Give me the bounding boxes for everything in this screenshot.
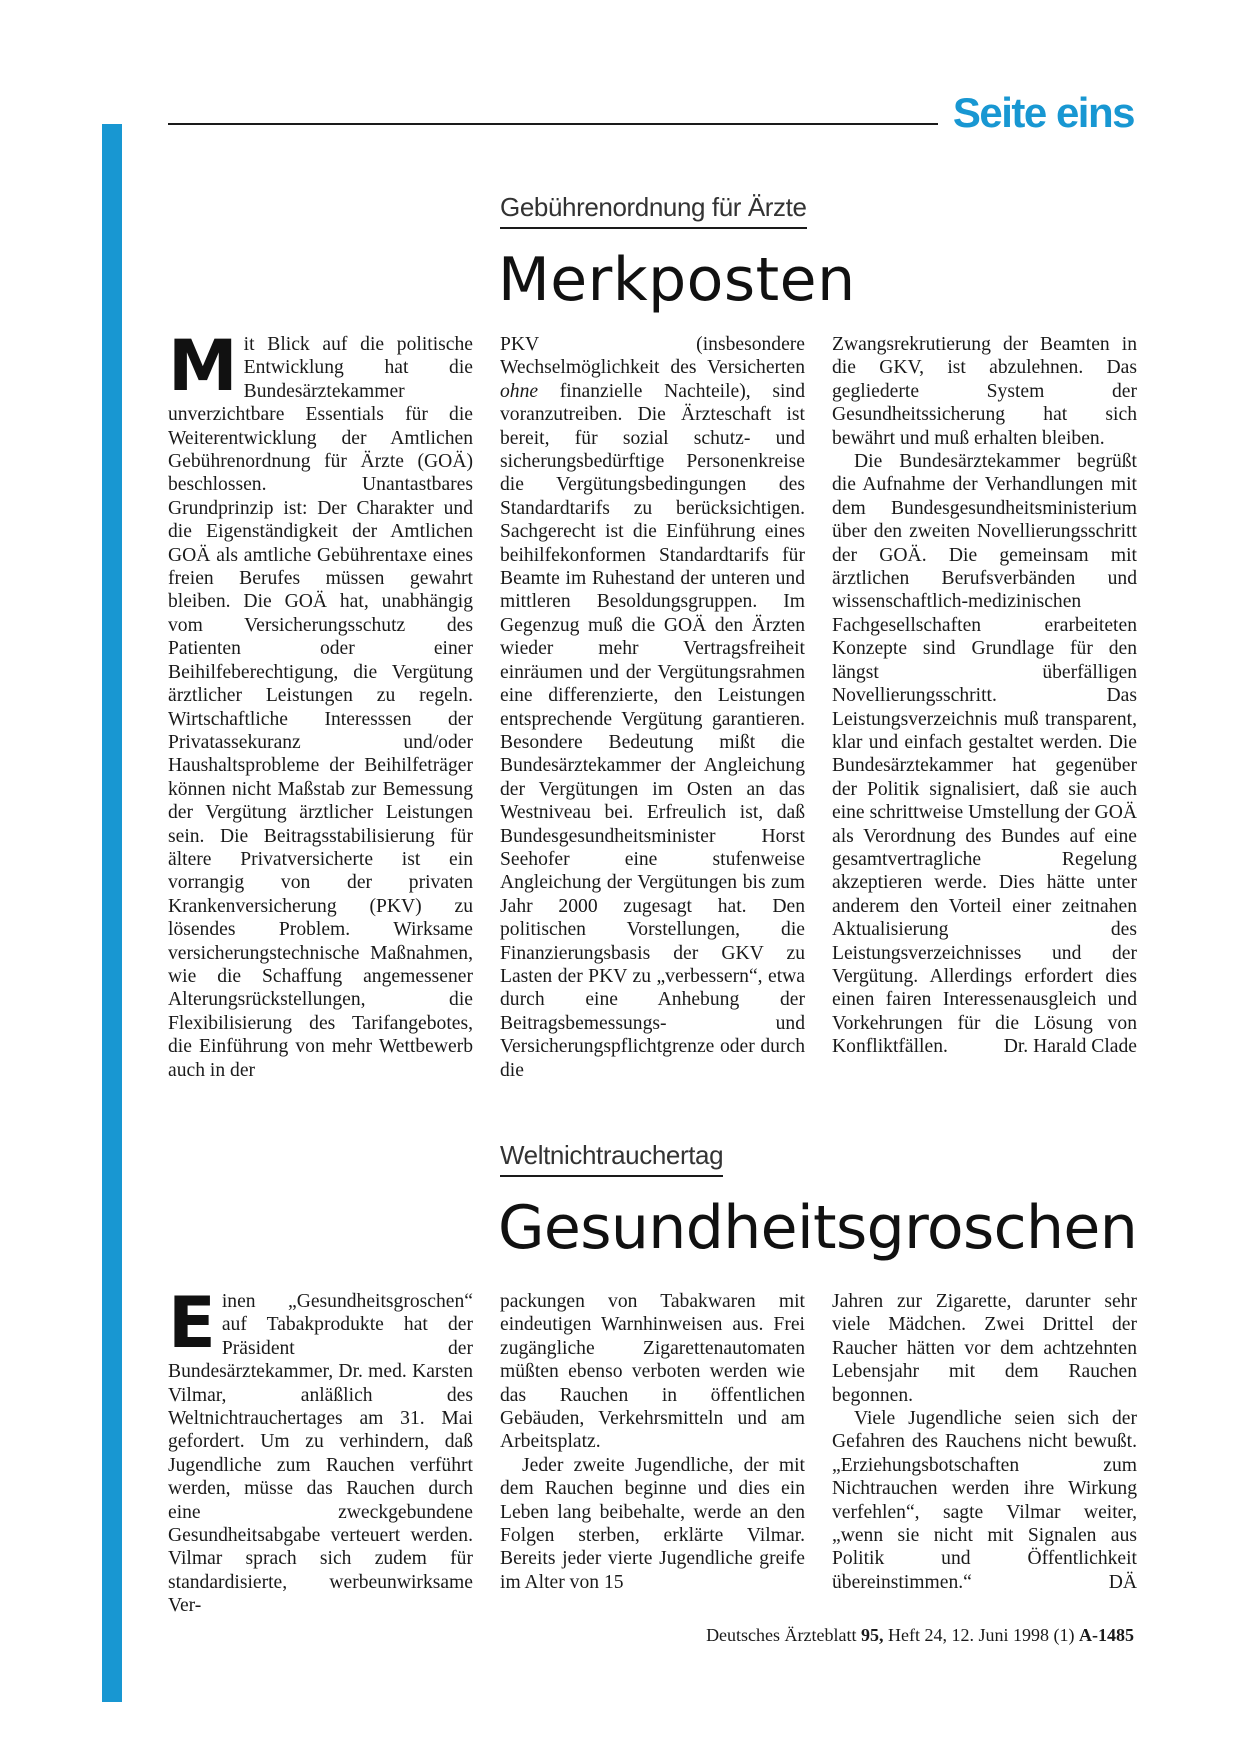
- article2-col2-paragraph-2: Jeder zweite Jugendliche, der mit dem Rauchen beginne und dies ein Leben lang beibehalte, werde an den Folgen sterben, erklärte Vilmar. Bereits jeder vierte Jugendliche greife im Alter von 15: [500, 1454, 805, 1593]
- article2-col2-paragraph-1: packungen von Tabakwaren mit eindeutigen Warnhinweisen aus. Frei zugängliche Zigarettenautomaten müßten ebenso verboten werden wie das Rauchen in öffentlichen Gebäuden, Verkehrsmitteln und am Arbeitsplatz.: [500, 1291, 805, 1453]
- article1-col2-emphasis: ohne: [500, 380, 539, 402]
- article1-signature: Dr. Harald Clade: [1003, 1036, 1137, 1058]
- article2-kicker: Weltnichtrauchertag: [500, 1140, 723, 1177]
- footer-volume: 95,: [861, 1625, 884, 1645]
- section-title: Seite eins: [952, 89, 1134, 136]
- accent-bar: [102, 124, 122, 1702]
- article2-col1-text: inen „Gesundheitsgroschen“ auf Tabakprodukte hat der Präsident der Bundesärztekammer, Dr. med. Karsten Vilmar, anläßlich des Weltnichtrauchertages am 31. Mai gefordert. Um zu verhindern, daß Jugendliche zum Rauchen verführt werden, müsse das Rauchen durch eine zweckgebundene Gesundheitsabgabe verteuert werden. Vilmar sprach sich zudem für standardisierte, werbeunwirksame Ver-: [168, 1291, 473, 1617]
- article1-dropcap: M: [168, 325, 238, 407]
- article2-col3-paragraph-2: Viele Jugendliche seien sich der Gefahren des Rauchens nicht bewußt. „Erziehungsbotschaften zum Nichtrauchen werden ihre Wirkung verfehlen“, sagte Vilmar weiter, „wenn sie nicht mit Signalen aus Politik und Öffentlichkeit übereinstimmen.“: [832, 1408, 1137, 1593]
- footer-page-number: A-1485: [1079, 1625, 1134, 1645]
- article1-col2-text-b: finanzielle Nachteile), sind voranzutreiben. Die Ärzteschaft ist bereit, für sozial schutz- und sicherungsbedürftige Personenkreise die Vergütungsbedingungen des Standardtarifs zu berücksichtigen. Sachgerecht ist die Einführung eines beihilfekonformen Standardtarifs für Beamte im Ruhestand der unteren und mittleren Besoldungsgruppen. Im Gegenzug muß die GOÄ den Ärzten wieder mehr Vertragsfreiheit einräumen und der Vergütungsrahmen eine differenzierte, den Leistungen entsprechende Vergütung garantieren. Besondere Bedeutung mißt die Bundesärztekammer der Angleichung der Vergütungen im Osten an das Westniveau bei. Erfreulich ist, daß Bundesgesundheitsminister Horst Seehofer eine stufenweise Angleichung der Vergütungen bis zum Jahr 2000 zugesagt hat. Den politischen Vorstellungen, die Finanzierungsbasis der GKV zu Lasten der PKV zu „verbessern“, etwa durch eine Anhebung der Beitragsbemessungs- und Versicherungspflichtgrenze oder durch die: [500, 380, 805, 1081]
- article2-dropcap: E: [168, 1282, 216, 1364]
- article1-kicker: Gebührenordnung für Ärzte: [500, 192, 807, 229]
- header-rule: [168, 123, 938, 125]
- article2-col3-paragraph-1: Jahren zur Zigarette, darunter sehr viele Mädchen. Zwei Drittel der Raucher hätten vor dem achtzehnten Lebensjahr mit dem Rauchen begonnen.: [832, 1291, 1137, 1406]
- article2-column-2: [500, 1290, 805, 1594]
- article1-col3-paragraph-1: Zwangsrekrutierung der Beamten in die GKV, ist abzulehnen. Das gegliederte System der Gesundheitssicherung hat sich bewährt und muß erhalten bleiben.: [832, 334, 1137, 449]
- footer-issue-date: Heft 24, 12. Juni 1998 (1): [883, 1625, 1079, 1645]
- article1-col2-text-a: PKV (insbesondere Wechselmöglichkeit des Versicherten: [500, 334, 805, 379]
- article1-column-3: [832, 333, 1137, 1059]
- article2-title: Gesundheitsgroschen: [498, 1193, 1138, 1263]
- page-footer: [706, 1625, 1134, 1646]
- article1-col3-paragraph-2: Die Bundesärztekammer begrüßt die Aufnahme der Verhandlungen mit dem Bundesgesundheitsministerium über den zweiten Novellierungsschritt der GOÄ. Die gemeinsam mit ärztlichen Berufsverbänden und wissenschaftlich-medizinischen Fachgesellschaften erarbeiteten Konzepte sind Grundlage für den längst überfälligen Novellierungsschritt. Das Leistungsverzeichnis muß transparent, klar und einfach gestaltet werden. Die Bundesärztekammer hat gegenüber der Politik signalisiert, daß sie auch eine schrittweise Umstellung der GOÄ als Verordnung des Bundes auf eine gesamtvertragliche Regelung akzeptieren werde. Dies hätte unter anderem den Vorteil einer zeitnahen Aktualisierung des Leistungsverzeichnisses und der Vergütung. Allerdings erfordert dies einen fairen Interessenausgleich und Vorkehrungen für die Lösung von Konfliktfällen.: [832, 451, 1137, 1058]
- article1-title: Merkposten: [498, 245, 856, 315]
- article2-signature: DÄ: [1108, 1571, 1137, 1593]
- article2-column-1: [168, 1282, 473, 1618]
- article2-column-3: [832, 1290, 1137, 1594]
- article1-col1-text: it Blick auf die politische Entwicklung hat die Bundesärztekammer unverzichtbare Essentials für die Weiterentwicklung der Amtlichen Gebührenordnung für Ärzte (GOÄ) beschlossen. Unantastbares Grundprinzip ist: Der Charakter und die Eigenständigkeit der Amtlichen GOÄ als amtliche Gebührentaxe eines freien Berufes müssen gewahrt bleiben. Die GOÄ hat, unabhängig vom Versicherungsschutz des Patienten oder einer Beihilfeberechtigung, die Vergütung ärztlicher Leistungen zu regeln. Wirtschaftliche Interesssen der Privatassekuranz und/oder Haushaltsprobleme der Beihilfeträger können nicht Maßstab zur Bemessung der Vergütung ärztlicher Leistungen sein. Die Beitragsstabilisierung für ältere Privatversicherte ist ein vorrangig von der privaten Krankenversicherung (PKV) zu lösendes Problem. Wirksame versicherungstechnische Maßnahmen, wie die Schaffung angemessener Alterungsrückstellungen, die Flexibilisierung des Tarifangebotes, die Einführung von mehr Wettbewerb auch in der: [168, 334, 473, 1081]
- footer-journal: Deutsches Ärzteblatt: [706, 1625, 862, 1645]
- article1-column-1: [168, 325, 473, 1082]
- article1-column-2: [500, 333, 805, 1082]
